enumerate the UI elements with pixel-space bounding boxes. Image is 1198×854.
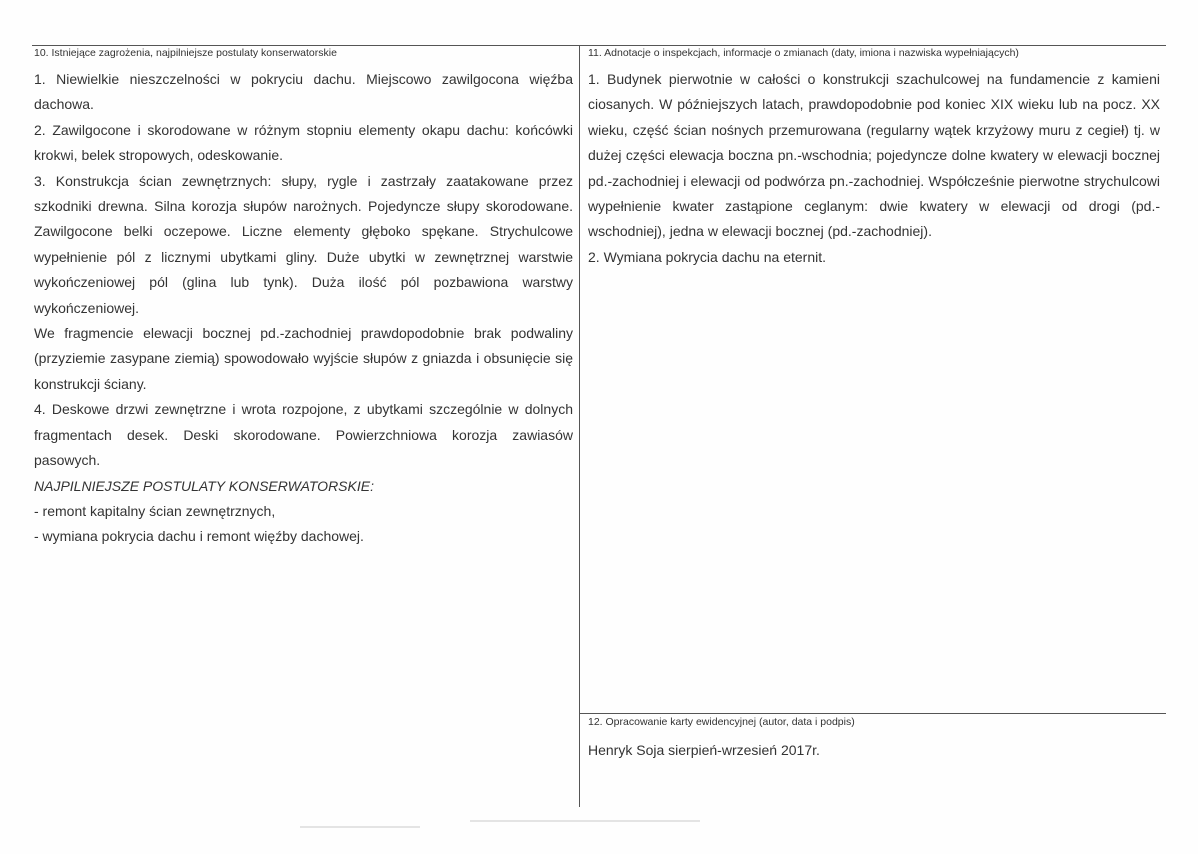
- section10-paragraph: 1. Niewielkie nieszczelności w pokryciu dachu. Miejscowo zawilgocona więźba dachowa.: [34, 71, 573, 113]
- section10-paragraph: We fragmencie elewacji bocznej pd.-zachodniej prawdopodobnie brak podwaliny (przyziemie zasypane ziemią) spowodowało wyjście słupów z gniazda i obsunięcie się konstrukcji ściany.: [34, 325, 573, 392]
- section10-paragraph: 3. Konstrukcja ścian zewnętrznych: słupy, rygle i zastrzały zaatakowane przez szkodniki drewna. Silna korozja słupów narożnych. Pojedyncze słupy skorodowane. Zawilgocone belki oczepowe. Liczne elementy głęboko spękane. Strychulcowe wypełnienie pól z licznymi ubytkami gliny. Duże ubytki w zewnętrznej warstwie wykończeniowej pól (glina lub tynk). Duża ilość pól pozbawiona warstwy wykończeniowej.: [34, 172, 573, 316]
- scan-smudge: [470, 820, 700, 822]
- section10-paragraph: 4. Deskowe drzwi zewnętrzne i wrota rozpojone, z ubytkami szczególnie w dolnych fragmentach desek. Deski skorodowane. Powierzchniowa korozja zawiasów pasowych.: [34, 401, 573, 469]
- postulate-item: - remont kapitalny ścian zewnętrznych,: [34, 502, 276, 519]
- section11-paragraph: 1. Budynek pierwotnie w całości o konstrukcji szachulcowej na fundamencie z kamieni ciosanych. W późniejszych latach, prawdopodobnie pod koniec XIX wieku lub na pocz. XX wieku, część ścian nośnych przemurowana (regularny wątek krzyżowy muru z cegieł) tj. w dużej części elewacja boczna pn.-wschodnia; pojedyncze dolne kwatery w elewacji bocznej pd.-zachodniej i elewacji od podwórza pn.-zachodniej. Współcześnie pierwotne strychulcowi wypełnienie kwater zastąpione ceglanym: dwie kwatery w elewacji od drogi (pd.-wschodniej), jedna w elewacji bocznej (pd.-zachodniej).: [588, 71, 1160, 240]
- section11-label: 11. Adnotacje o inspekcjach, informacje o zmianach (daty, imiona i nazwiska wypełniających): [588, 47, 1019, 59]
- card-author: Henryk Soja sierpień-wrzesień 2017r.: [588, 742, 820, 758]
- section12-rule: [580, 713, 1166, 714]
- section11-paragraph: 2. Wymiana pokrycia dachu na eternit.: [588, 248, 826, 265]
- section10-paragraph: 2. Zawilgocone i skorodowane w różnym stopniu elementy okapu dachu: końcówki krokwi, belek stropowych, odeskowanie.: [34, 121, 573, 164]
- section10-label: 10. Istniejące zagrożenia, najpilniejsze postulaty konserwatorskie: [34, 47, 337, 59]
- section11-body: [588, 67, 1160, 270]
- section10-body: [34, 67, 573, 550]
- top-rule: [32, 45, 1166, 46]
- section12-label: 12. Opracowanie karty ewidencyjnej (autor, data i podpis): [588, 716, 855, 728]
- postulate-item: - wymiana pokrycia dachu i remont więźby dachowej.: [34, 528, 364, 545]
- column-divider: [579, 45, 580, 807]
- scan-smudge: [300, 826, 420, 828]
- postulates-heading: NAJPILNIEJSZE POSTULATY KONSERWATORSKIE:: [34, 477, 374, 494]
